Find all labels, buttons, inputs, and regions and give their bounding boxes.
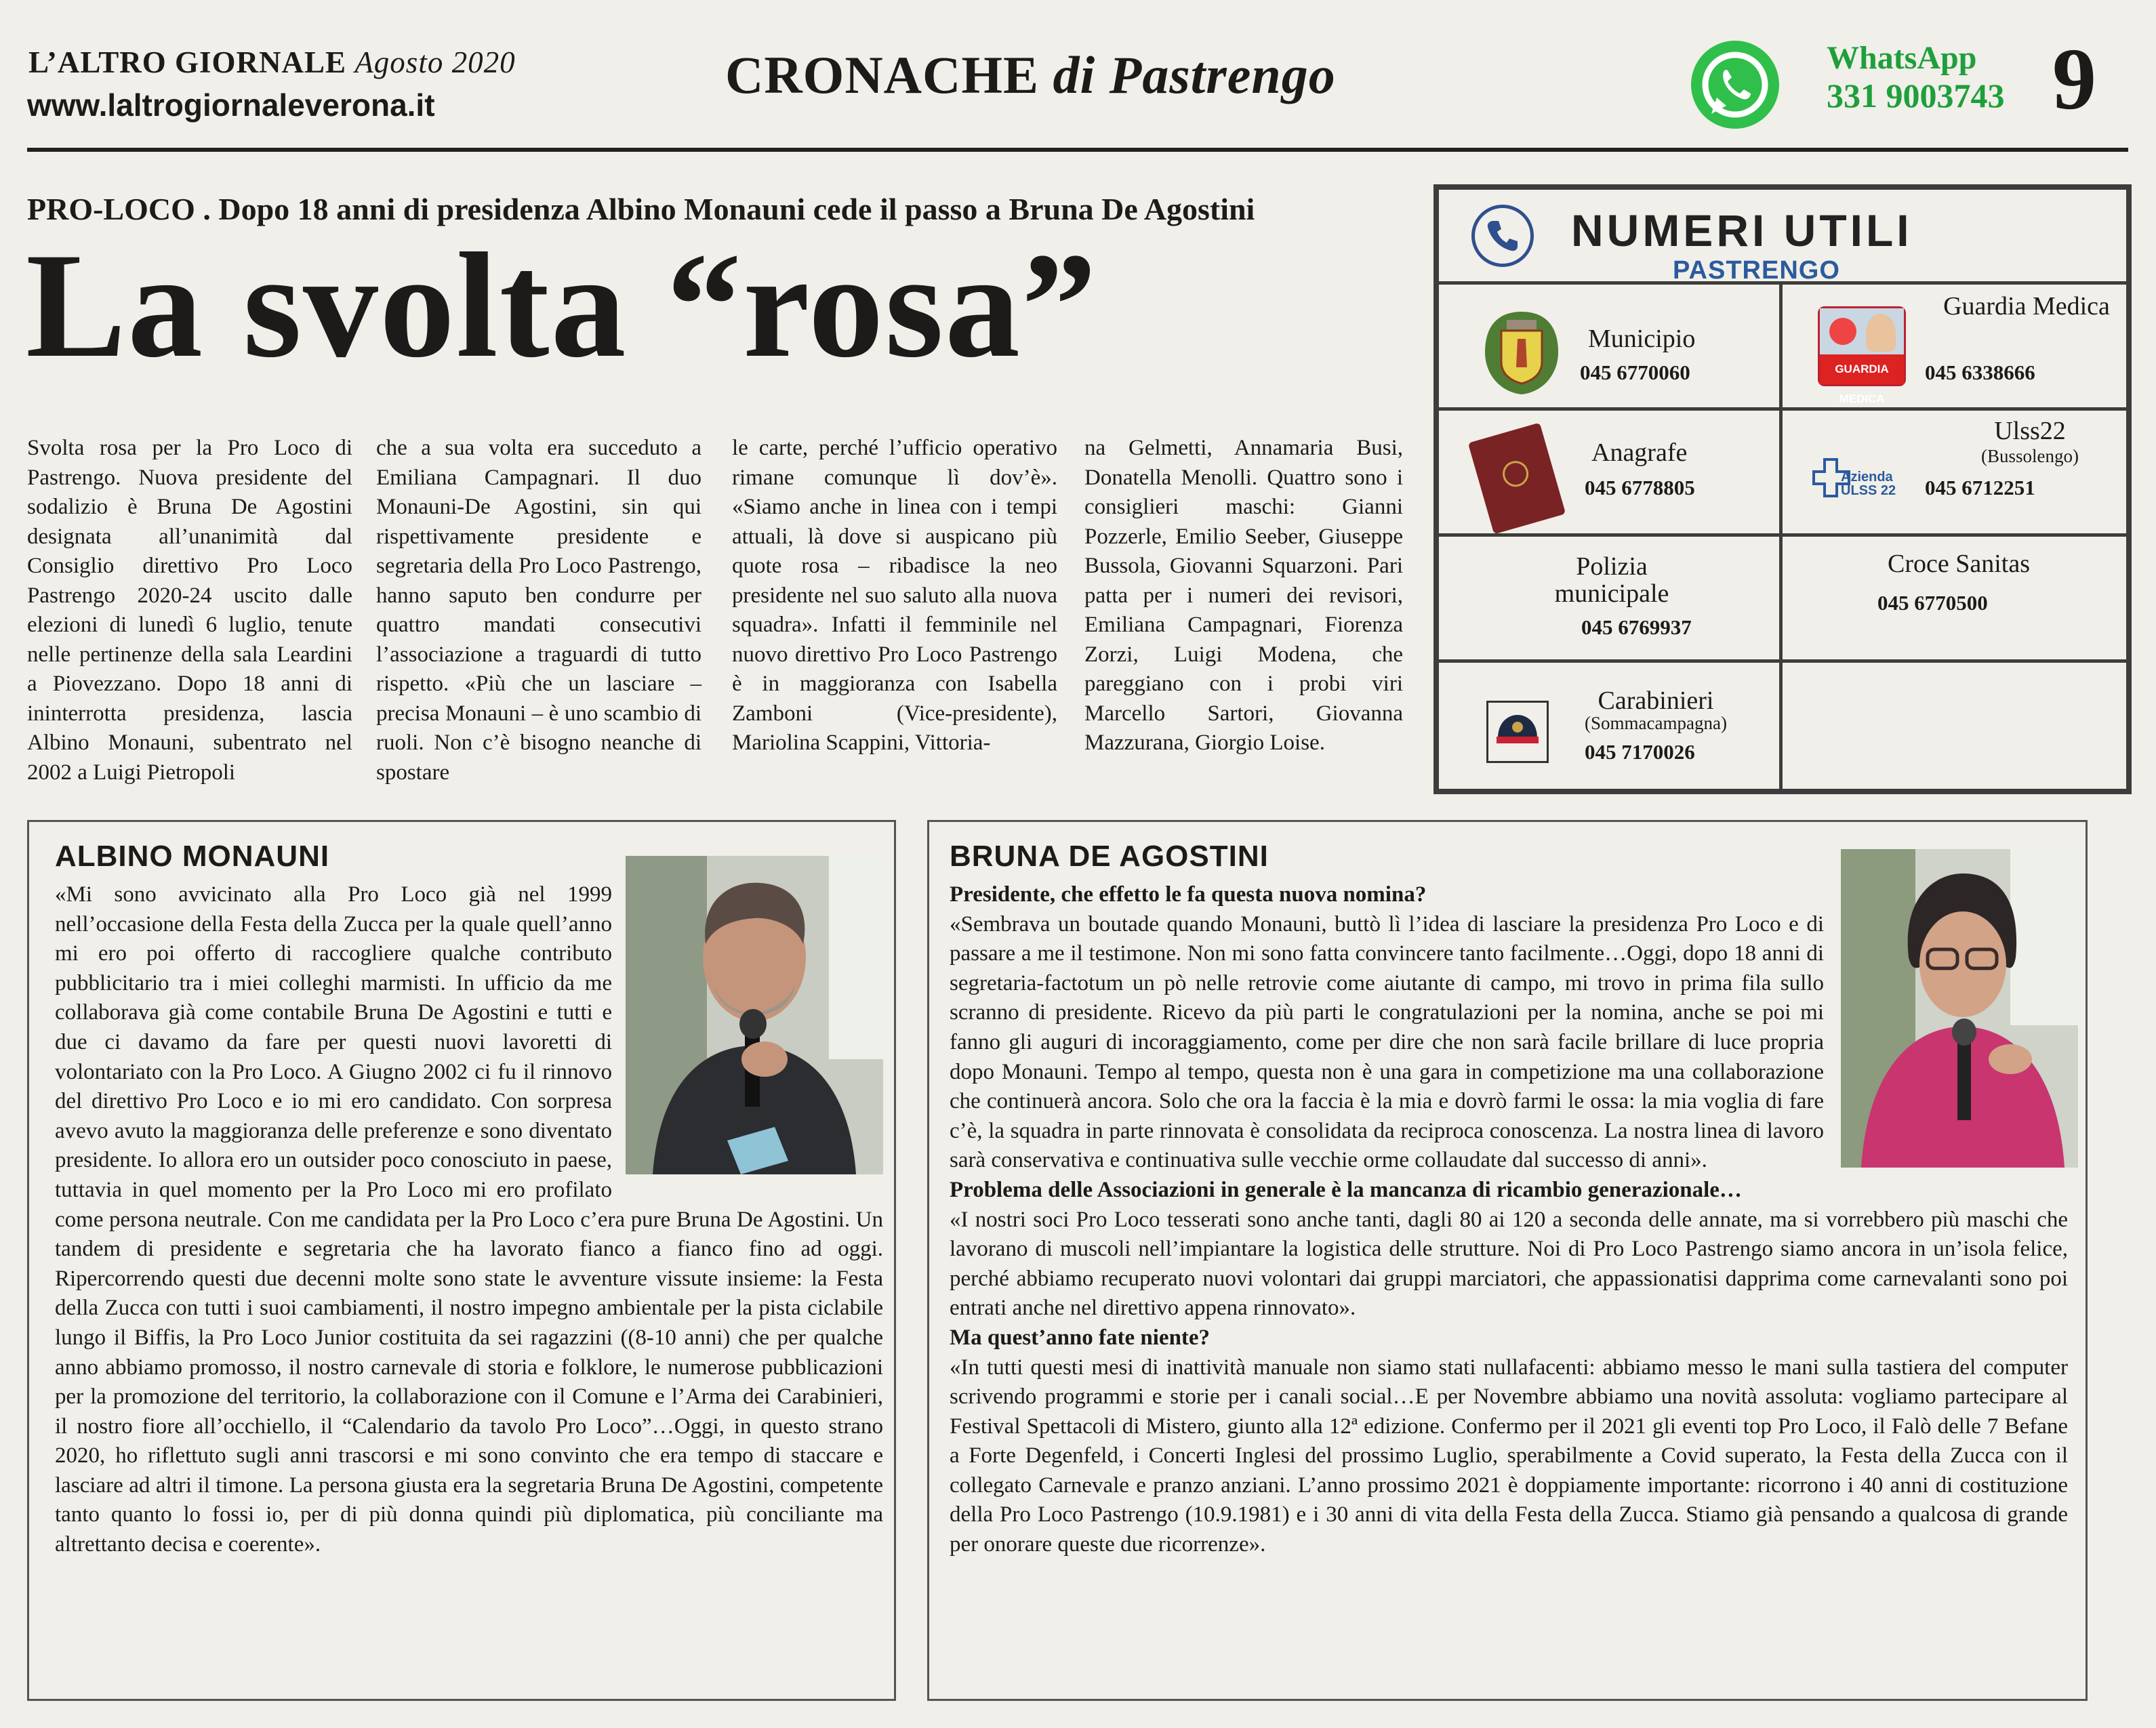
header-divider	[27, 148, 2128, 152]
issue-date: Agosto 2020	[354, 45, 516, 79]
answer-3: «In tutti questi mesi di inattività manuale non siamo stati nullafacenti: abbiamo messo le mani sulla tastiera del computer scrivendo programmi e storie per i canali social…E per Novembre abbiamo una novità assoluta: vogliamo partecipare al Festival Spettacoli di Mistero, giunto alla 12ª edizione. Confermo per il 2021 gli eventi top Pro Loco, il Falò delle 7 Befane a Forte Degenfeld, i Concerti Inglesi del prossimo Luglio, sperabilmente a Covid superato, la Festa della Zucca con il collegato Carnevale e pranzo anziani. L’anno prossimo 2021 è doppiamente importante: ricorrono i 40 anni di costituzione della Pro Loco Pastrengo (10.9.1981) e i 30 anni di vita della Festa della Zucca. Stiamo già pensando a qualcosa di grande per onorare queste due ricorrenze».	[950, 1355, 2068, 1557]
newspaper-url[interactable]: www.laltrogiornaleverona.it	[27, 87, 435, 123]
contact-subtitle: (Sommacampagna)	[1585, 713, 1727, 733]
contact-phone[interactable]: 045 6712251	[1925, 476, 2035, 499]
page-number: 9	[2052, 30, 2096, 128]
question-3: Ma quest’anno fate niente?	[950, 1325, 1211, 1350]
monauni-text-body: «Mi sono avvicinato alla Pro Loco già nel 1999 nell’occasione della Festa della Zucca per la quale quell’anno mi ero poi offerto di raccogliere qualche contributo pubblicitario tra i miei colleghi marmisti. In ufficio da me collaborava già come contabile Bruna De Agostini e tutti e due ci davamo da fare per questi nuovi lavoretti di volontariato con la Pro Loco. A Giugno 2002 ci fu il rinnovo del direttivo Pro Loco e io mi ero candidato. Con sorpresa avevo avuto la maggioranza delle preferenze e sono diventato presidente. Io allora ero un outsider poco conosciuto in paese, tuttavia in quel momento per la Pro Loco mi ero profilato come persona neutrale. Con me candidata per la Pro Loco c’era pure Bruna De Agostini. Un tandem di presidente e segretaria che ha lavorato fianco a fianco fino ad oggi. Ripercorrendo questi due decenni molte sono state le avventure vissute insieme: la Festa della Zucca con tutti i suoi cambiamenti, il nostro impegno ambientale per la pista ciclabile lungo il Biffis, la Pro Loco Junior costituita da sei ragazzini ((8-10 anni) che per qualche anno abbiamo promosso, il nostro carnevale di storia e folklore, le numerose pubblicazioni per la promozione del territorio, la collaborazione con il Comune e l’Arma dei Carabinieri, il nostro fiore all’occhiello, il “Calendario da tavolo Pro Loco”…Oggi, in questo strano 2020, ho riflettuto sugli anni trascorsi e mi sono convinto che era tempo di staccare e lasciare ad altri il timone. La persona giusta era la segretaria Bruna De Agostini, competente tanto quanto lo fossi io, per di più donna quindi più diplomatica, più conciliante ma altrettanto decisa e coerente».	[55, 882, 883, 1557]
contact-phone[interactable]: 045 6778805	[1585, 476, 1695, 499]
intro-column-3: le carte, perché l’ufficio operativo rimane comunque lì dov’è». «Siamo anche in linea con i tempi attuali, là dove si auspicano più quote rosa – ribadisce la neo presidente nel suo saluto alla nuova squadra». Infatti il femminile nel nuovo direttivo Pro Loco Pastrengo è in maggioranza con Isabella Zamboni (Vice-presidente), Mariolina Scappini, Vittoria-	[732, 436, 1057, 755]
whatsapp-number[interactable]: 331 9003743	[1827, 77, 2005, 115]
contact-name: Guardia Medica	[1943, 292, 2110, 321]
answer-1: «Sembrava un boutade quando Monauni, buttò lì l’idea di lasciare la presidenza Pro Loco e di passare a me il testimone. Non mi sono fatta convincere tanto facilmente…Oggi, dopo 18 anni di segretaria-factotum un pò nelle retrovie come aiutante di campo, mi trovo in prima fila sullo scranno di presidente. Ricevo da più parti le congratulazioni per la nomina, anche se poi mi fanno gli auguri di incoraggiamento, come per dire che non sarà facile brillare di luce propria dopo Monauni. Tempo al tempo, questa non è una gara in competizione ma una collaborazione che continuerà ancora. Solo che ora la faccia è la mia e dovrò farmi le ossa: la mia voglia di fare c’è, la squadra in parte rinnovata è consolidata da reciproca conoscenza. La nostra linea di lavoro sarà conservativa e continuativa sulle vecchie orme collaudate dal successo di anni».	[950, 911, 1824, 1173]
passport-icon	[1468, 423, 1566, 535]
contact-polizia-municipale	[1439, 537, 1783, 663]
contact-municipio	[1439, 285, 1783, 411]
contact-name: Ulss22	[1994, 417, 2066, 445]
answer-2: «I nostri soci Pro Loco tesserati sono anche tanti, dagli 80 ai 120 a seconda delle annate, ma si vorrebbero più maschi che lavorano di muscoli nell’impiantare la logistica delle strutture. Noi di Pro Loco Pastrengo siamo ancora in un’isola felice, perché abbiamo recuperato nuovi volontari dai gruppi marciatori, che appassionatisi dapprima come carnevalanti sono poi entrati anche nel direttivo appena rinnovato».	[950, 1207, 2068, 1321]
whatsapp-label: WhatsApp	[1827, 40, 1977, 76]
useful-numbers-header	[1439, 190, 2126, 285]
contact-name: Municipio	[1588, 325, 1696, 353]
monauni-text-top	[55, 880, 883, 1560]
contact-guardia-medica	[1783, 285, 2126, 411]
contact-subtitle: (Bussolengo)	[1981, 446, 2079, 466]
contact-name: Croce Sanitas	[1887, 550, 2030, 578]
whatsapp-logo-icon	[1691, 41, 1779, 129]
contact-name: Anagrafe	[1591, 438, 1688, 467]
newspaper-brand	[28, 45, 516, 80]
section-title	[725, 45, 1336, 106]
whatsapp-icon	[1691, 41, 1779, 129]
contact-name: Carabinieri	[1598, 686, 1714, 715]
article-kicker: PRO-LOCO . Dopo 18 anni di presidenza Albino Monauni cede il passo a Bruna De Agostini	[27, 192, 1255, 226]
contact-anagrafe	[1439, 411, 1783, 537]
phone-icon	[1471, 205, 1534, 267]
useful-numbers-grid	[1439, 285, 2126, 789]
contact-ulss22	[1783, 411, 2126, 537]
contact-phone[interactable]: 045 7170026	[1585, 740, 1695, 764]
guardia-medica-icon: GUARDIA MEDICA	[1818, 306, 1906, 386]
photo-spacer	[612, 880, 883, 1178]
intro-column-2: che a sua volta era succeduto a Emiliana Campagnari. Il duo Monauni-De Agostini, sin qui rispettivamente presidente e segretaria della Pro Loco Pastrengo, hanno saputo ben condurre per quattro mandati consecutivi l’associazione a traguardi di tutto rispetto. «Più che un lasciare – precisa Monauni – è uno scambio di ruoli. Non c’è bisogno neanche di spostare	[376, 436, 701, 785]
section-main: CRONACHE	[725, 45, 1040, 104]
agostini-qa	[950, 880, 2068, 1560]
intro-column-1: Svolta rosa per la Pro Loco di Pastrengo. Nuova presidente del sodalizio è Bruna De Agostini designata all’unanimità dal Consiglio direttivo Pro Loco Pastrengo 2020-24 uscito dalle elezioni di lunedì 6 luglio, tenute nelle pertinenze della sala Leardini a Piovezzano. Dopo 18 anni di ininterrotta presidenza, lascia Albino Monauni, subentrato nel 2002 a Luigi Pietropoli	[27, 436, 352, 785]
useful-numbers-title: NUMERI UTILI	[1571, 205, 1913, 255]
contact-phone[interactable]: 045 6770500	[1877, 591, 1988, 615]
monauni-box-title: ALBINO MONAUNI	[55, 840, 330, 873]
town-crest-icon	[1478, 305, 1565, 400]
monauni-interview-box	[27, 820, 896, 1701]
carabinieri-icon	[1486, 701, 1549, 763]
question-1: Presidente, che effetto le fa questa nuova nomina?	[950, 882, 1427, 907]
brand-name: L’ALTRO GIORNALE	[28, 45, 347, 79]
intro-column-4: na Gelmetti, Annamaria Busi, Donatella Menolli. Quattro sono i consiglieri maschi: Gianni Pozzerle, Emilio Seeber, Giuseppe Bussola, Giovanni Squarzoni. Pari patta per i numeri dei revisori, Emiliana Campagnari, Fiorenza Zorzi, Luigi Modena, che pareggiano con i probi viri Marcello Sartori, Giovanna Mazzurana, Giorgio Loise.	[1084, 436, 1403, 755]
article-headline: La svolta “rosa”	[26, 222, 1098, 389]
agostini-box-title: BRUNA DE AGOSTINI	[950, 840, 1269, 873]
contact-phone[interactable]: 045 6338666	[1925, 361, 2035, 384]
agostini-interview-box	[927, 820, 2088, 1701]
contact-phone[interactable]: 045 6770060	[1580, 361, 1690, 384]
contact-croce-sanitas	[1783, 537, 2126, 663]
section-place: di Pastrengo	[1053, 45, 1336, 104]
contact-empty-cell	[1783, 663, 2126, 789]
contact-carabinieri	[1439, 663, 1783, 789]
useful-numbers-box	[1433, 184, 2132, 794]
ulss-logo-icon: Azienda ULSS 22	[1811, 445, 1919, 499]
question-2: Problema delle Associazioni in generale è la mancanza di ricambio generazionale…	[950, 1177, 1742, 1202]
contact-name: Polizia municipale	[1554, 552, 1669, 608]
useful-numbers-subtitle: PASTRENGO	[1673, 256, 1840, 285]
contact-phone[interactable]: 045 6769937	[1581, 615, 1692, 639]
